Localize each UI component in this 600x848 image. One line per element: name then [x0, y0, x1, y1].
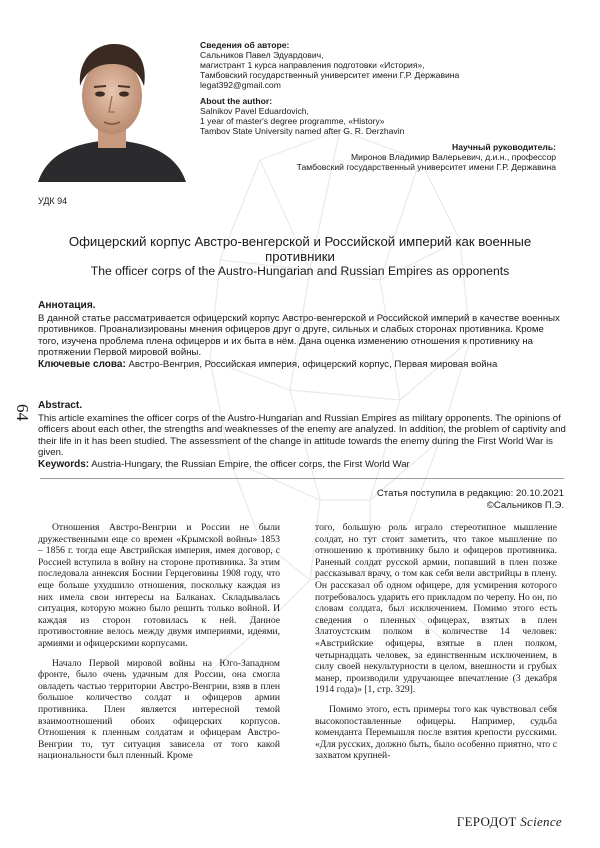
body-column-right — [315, 522, 557, 770]
supervisor-info — [136, 142, 556, 172]
abstract-ru-heading: Аннотация. — [38, 300, 96, 311]
body-paragraph: Начало Первой мировой войны на Юго-Западном фронте, было очень удачным для России, она смогла овладеть частью территории Австро-Венгрии, взяв в плен большое количество солдат и офицеров армии противника. Плен является интересной темой взаимоотношений обоих офицерских корпусов. Отношения к пленным солдатам и офицерам Австро-Венгрии то, тут ситуация зависела от того какой национальности был пленный. Кроме — [38, 657, 280, 762]
keywords-ru-label: Ключевые слова: — [38, 358, 126, 370]
author-ru-heading: Сведения об авторе: — [200, 40, 290, 50]
author-en-name: Salnikov Pavel Eduardovich, — [200, 106, 309, 116]
abstract-en-heading: Abstract. — [38, 400, 83, 411]
author-email: legat392@gmail.com — [200, 80, 281, 90]
supervisor-heading: Научный руководитель: — [452, 142, 556, 152]
author-en-degree: 1 year of master's degree programme, «History» — [200, 116, 385, 126]
author-ru-name: Сальников Павел Эдуардович, — [200, 50, 324, 60]
author-en-university: Tambov State University named after G. R. Derzhavin — [200, 126, 405, 136]
abstract-ru — [38, 300, 566, 371]
author-ru-university: Тамбовский государственный университет имени Г.Р. Державина — [200, 70, 460, 80]
journal-footer — [457, 814, 562, 830]
abstract-en-text: This article examines the officer corps of the Austro-Hungarian and Russian Empires as military opponents. The opinions of officers about each other, the strengths and weaknesses of the enemy are analyzed. In addition, the problem of captivity and their life in it has been studied. The assessment of the change in attitude towards the enemy during the First World War is given. — [38, 412, 566, 459]
supervisor-university: Тамбовский государственный университет имени Г.Р. Державина — [296, 162, 556, 172]
article-title-ru: Офицерский корпус Австро-венгерской и Российской империй как военные противники — [68, 234, 532, 264]
udk-code: УДК 94 — [38, 196, 68, 206]
body-column-left — [38, 522, 280, 770]
author-en-heading: About the author: — [200, 96, 273, 106]
received-date: Статья поступила в редакцию: 20.10.2021 — [376, 488, 564, 499]
body-paragraph: Помимо этого, есть примеры того как чувствовал себя высокопоставленные офицеры. Например, судьба коменданта Перемышля после взятия крепости русскими. «Для русских, должно быть, было особенно приятно, что с захватом крупней- — [315, 703, 557, 762]
keywords-ru — [38, 359, 566, 371]
received-info — [377, 488, 564, 512]
journal-name: ГЕРОДОТ — [456, 814, 517, 829]
copyright: ©Сальников П.Э. — [486, 500, 564, 511]
author-ru-degree: магистрант 1 курса направления подготовки «История», — [200, 60, 425, 70]
section-divider — [40, 478, 564, 479]
supervisor-name: Миронов Владимир Валерьевич, д.и.н., профессор — [351, 152, 556, 162]
keywords-en-text: Austria-Hungary, the Russian Empire, the officer corps, the First World War — [91, 458, 410, 470]
keywords-en-label: Keywords: — [38, 458, 90, 470]
keywords-ru-text: Австро-Венгрия, Российская империя, офицерский корпус, Первая мировая война — [128, 358, 498, 370]
keywords-en — [38, 459, 566, 471]
body-paragraph: того, большую роль играло стереотипное мышление солдат, но тут стоит заметить, что такое мышление по отношению к противнику было и офицеров противника. Раненый солдат русской армии, попавший в плен позже рассказывал врачу, о том как себя вели австрийцы в плену. Он рассказал об одном офицере, для усмирения которого потребовалось ударить его прикладом по черепу. Но он, по словам солдата, был исключением. Помимо этого есть сведения о пленных офицерах, взятых в плен Златоустским полком в количестве 14 человек: «Австрийские офицеры, взятые в плен полком, четырнадцать человек, за единственным исключением, в силу своей некультурности в целом, внешности и грубых манер, производили удручающее впечатление (3 декабря 1914 года)» [1, стр. 329]. — [315, 522, 557, 696]
journal-science: Science — [520, 814, 562, 829]
article-title-en: The officer corps of the Austro-Hungarian and Russian Empires as opponents — [90, 264, 510, 278]
abstract-ru-text: В данной статье рассматривается офицерский корпус Австро-венгерской и Российской империй в качестве военных противников. Проанализированы мнения офицеров друг о друге, сильных и слабых сторонах противника. Кроме того, изучена проблема плена офицеров и их быта в нём. Дана оценка изменению отношения к противнику на протяжении Первой мировой войны. — [38, 312, 560, 359]
abstract-en — [38, 400, 566, 471]
body-paragraph: Отношения Австро-Венгрии и России не были дружественными еще со времен «Крымской войны» 1853 – 1856 г. тогда еще Австрийская империя, имея договор, с Россией вступила в войну на стороне противника. За этим последовала аннексия Боснии Герцеговины 1908 году, что еще больше ухудшило отношения, поскольку каждая из них имела свои интересы на Балканах. Складывалась ситуация, которую можно было решить только войной. И каждая из сторон готовилась к ней. Данное противостояние велось между двумя империями, идеями, армиями и офицерскими корпусами. — [38, 522, 280, 649]
page-number — [10, 406, 34, 436]
page-number-text: 64 — [13, 404, 32, 421]
author-info — [200, 40, 580, 136]
